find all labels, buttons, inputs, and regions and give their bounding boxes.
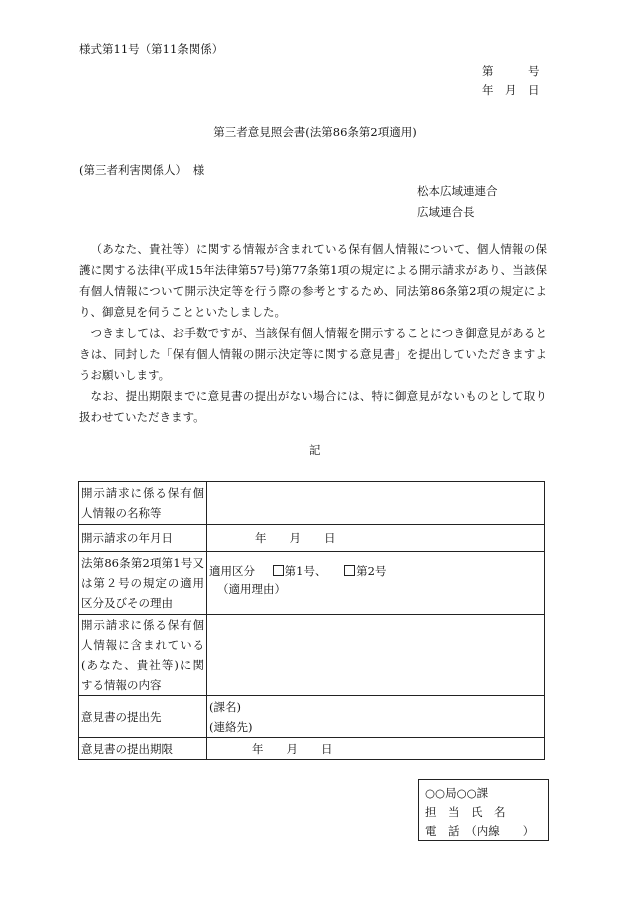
table-row: [79, 552, 545, 615]
option-1[interactable]: [273, 564, 327, 578]
table-row: [79, 696, 545, 738]
contact-person: 担 当 氏 名: [425, 805, 506, 819]
contact-phone: 電 話 （内線 ）: [425, 824, 535, 838]
dept-name-label: (課名): [209, 699, 241, 714]
table-label-deadline: 意見書の提出期限: [79, 738, 207, 760]
sender-org: 松本広域連連合: [417, 184, 498, 198]
table-value-request-date[interactable]: 年 月 日: [207, 525, 545, 552]
contact-box: [418, 779, 549, 841]
addressee: (第三者利害関係人） 様: [79, 163, 205, 177]
option-2-label: 第2号: [356, 564, 387, 578]
table-value-deadline[interactable]: 年 月 日: [207, 738, 545, 760]
document-number-line: 第 号: [482, 64, 540, 78]
option-2[interactable]: [344, 564, 386, 578]
option-1-label: 第1号、: [284, 564, 327, 578]
table-value-category: [207, 552, 545, 615]
table-row: [79, 738, 545, 760]
table-label-request-date: 開示請求の年月日: [79, 525, 207, 552]
contact-label: (連絡先): [209, 719, 253, 734]
document-title: 第三者意見照会書(法第86条第2項適用): [213, 125, 417, 139]
table-value-submit-to[interactable]: [207, 696, 545, 738]
body-paragraph-3: なお、提出期限までに意見書の提出がない場合には、特に御意見がないものとして取り扱わせていただきます。: [79, 389, 547, 424]
reason-label: （適用理由）: [217, 582, 286, 596]
checkbox-icon[interactable]: [344, 565, 355, 576]
info-table: [78, 481, 545, 760]
contact-dept: ○○局○○課: [425, 786, 489, 800]
ki-heading: 記: [309, 443, 321, 457]
table-row: [79, 615, 545, 696]
sender-title: 広域連合長: [417, 205, 475, 219]
table-value-document-name[interactable]: [207, 482, 545, 525]
form-number: 様式第11号（第11条関係）: [79, 42, 224, 56]
category-label: 適用区分: [209, 564, 255, 578]
table-value-info-content[interactable]: [207, 615, 545, 696]
document-date-line: 年 月 日: [482, 83, 540, 97]
table-row: [79, 482, 545, 525]
table-label-category: 法第86条第2項第1号又は第２号の規定の適用区分及びその理由: [79, 552, 207, 615]
table-row: [79, 525, 545, 552]
body-paragraph-1: （あなた、貴社等）に関する情報が含まれている保有個人情報について、個人情報の保護に関する法律(平成15年法律第57号)第77条第1項の規定による開示請求があり、当該保有個人情報について開示決定等を行う際の参考とするため、同法第86条第2項の規定により、御意見を伺うことといたしました。: [79, 242, 547, 319]
body-paragraph-2: つきましては、お手数ですが、当該保有個人情報を開示することにつき御意見があるときは、同封した「保有個人情報の開示決定等に関する意見書」を提出していただきますようお願いします。: [79, 326, 547, 382]
table-label-document-name: 開示請求に係る保有個人情報の名称等: [79, 482, 207, 525]
table-label-submit-to: 意見書の提出先: [79, 696, 207, 738]
checkbox-icon[interactable]: [273, 565, 284, 576]
table-label-info-content: 開示請求に係る保有個人情報に含まれている(あなた、貴社等)に関する情報の内容: [79, 615, 207, 696]
